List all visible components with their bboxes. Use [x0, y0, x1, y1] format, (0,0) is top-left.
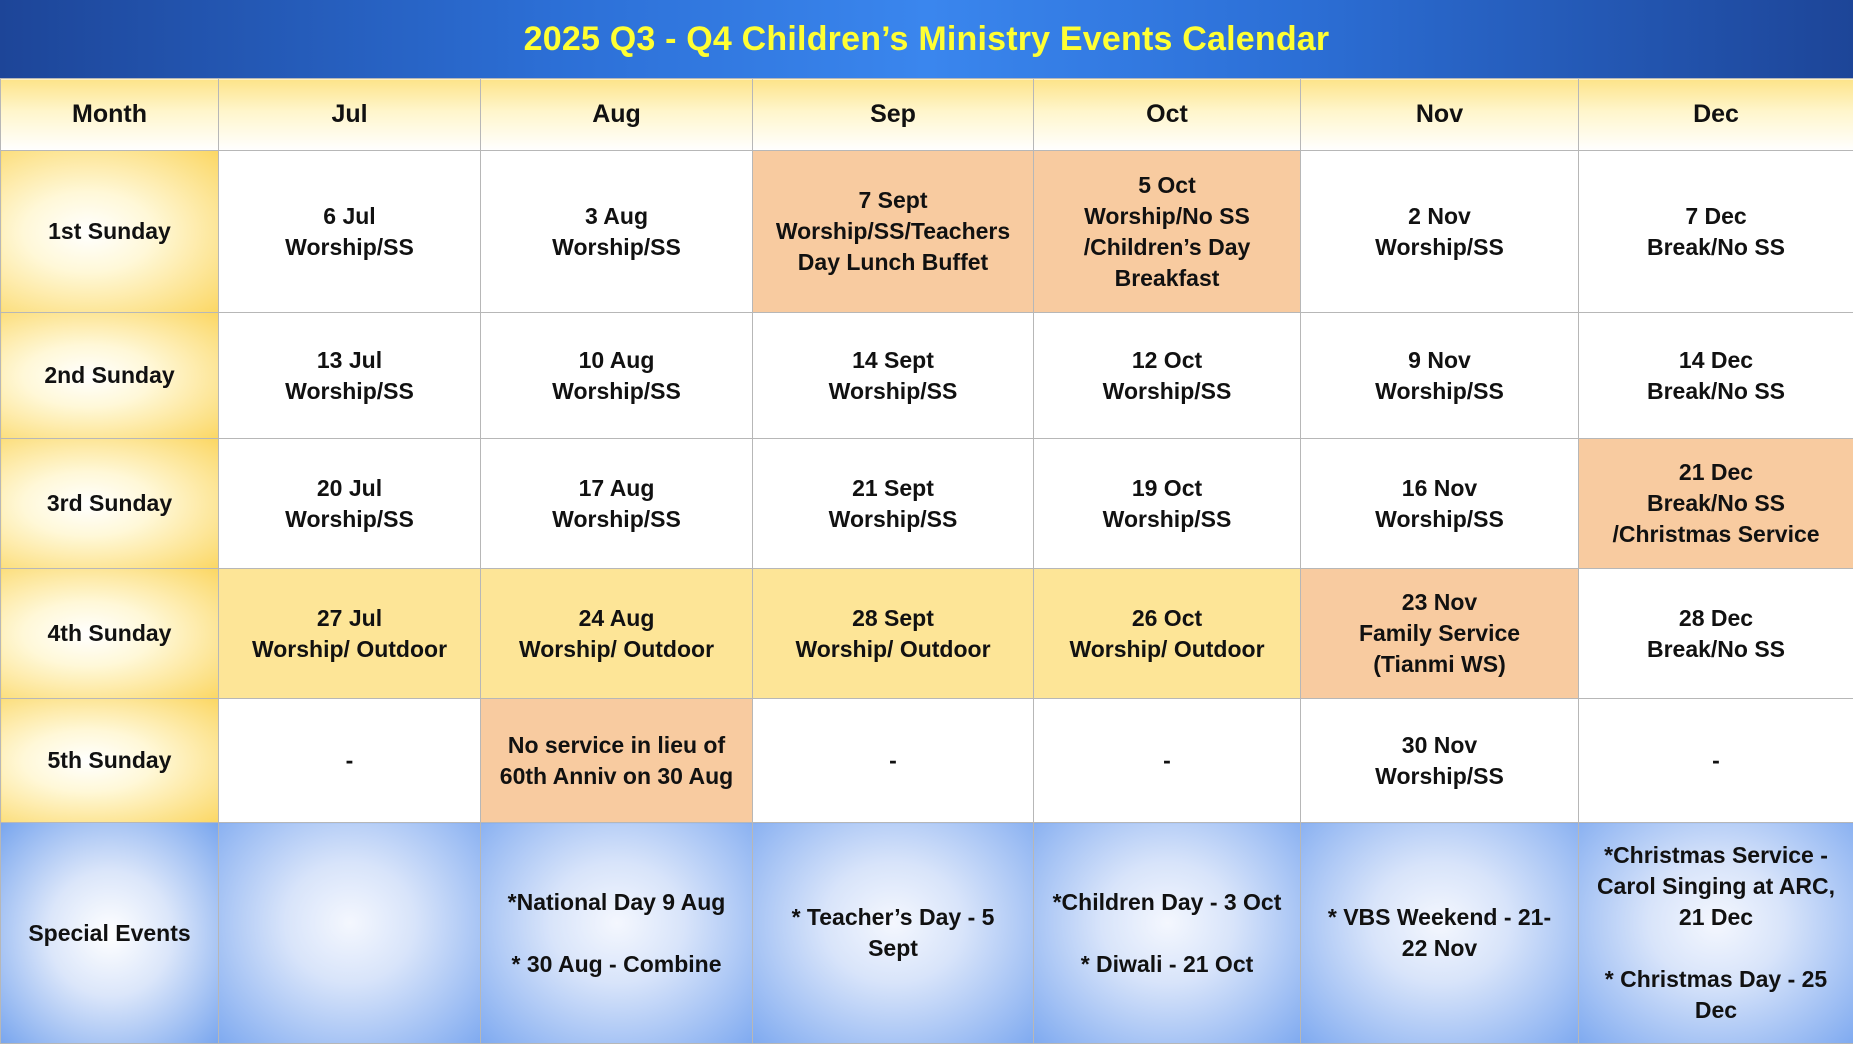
row-label: 3rd Sunday: [1, 439, 219, 569]
calendar-table: [0, 78, 1853, 1044]
special-events-nov: * VBS Weekend - 21- 22 Nov: [1301, 823, 1579, 1044]
event-cell: 17 Aug Worship/SS: [481, 439, 753, 569]
event-cell: 14 Dec Break/No SS: [1579, 313, 1853, 439]
row-label: 5th Sunday: [1, 699, 219, 823]
event-cell: 20 Jul Worship/SS: [219, 439, 481, 569]
event-cell: 3 Aug Worship/SS: [481, 151, 753, 313]
event-cell: 9 Nov Worship/SS: [1301, 313, 1579, 439]
month-header-row: [1, 79, 1853, 151]
event-cell: 26 Oct Worship/ Outdoor: [1034, 569, 1301, 699]
event-cell: 10 Aug Worship/SS: [481, 313, 753, 439]
event-cell: 24 Aug Worship/ Outdoor: [481, 569, 753, 699]
event-cell: 6 Jul Worship/SS: [219, 151, 481, 313]
event-cell: 12 Oct Worship/SS: [1034, 313, 1301, 439]
special-events-dec: *Christmas Service - Carol Singing at ARC, 21 Dec * Christmas Day - 25 Dec: [1579, 823, 1853, 1044]
month-header-aug: Aug: [481, 79, 753, 151]
sunday-row-3: [1, 439, 1853, 569]
event-cell: 16 Nov Worship/SS: [1301, 439, 1579, 569]
month-header-sep: Sep: [753, 79, 1034, 151]
special-events-label: Special Events: [1, 823, 219, 1044]
event-cell: 28 Dec Break/No SS: [1579, 569, 1853, 699]
special-events-oct: *Children Day - 3 Oct * Diwali - 21 Oct: [1034, 823, 1301, 1044]
event-cell: 19 Oct Worship/SS: [1034, 439, 1301, 569]
event-cell: No service in lieu of 60th Anniv on 30 Aug: [481, 699, 753, 823]
event-cell: -: [219, 699, 481, 823]
event-cell: 7 Sept Worship/SS/Teachers Day Lunch Buffet: [753, 151, 1034, 313]
event-cell: 2 Nov Worship/SS: [1301, 151, 1579, 313]
row-label: 1st Sunday: [1, 151, 219, 313]
event-cell: 21 Sept Worship/SS: [753, 439, 1034, 569]
month-header-nov: Nov: [1301, 79, 1579, 151]
row-label: 4th Sunday: [1, 569, 219, 699]
event-cell: -: [753, 699, 1034, 823]
sunday-row-1: [1, 151, 1853, 313]
event-cell: 23 Nov Family Service (Tianmi WS): [1301, 569, 1579, 699]
month-header-label: Month: [1, 79, 219, 151]
sunday-row-5: [1, 699, 1853, 823]
sunday-row-4: [1, 569, 1853, 699]
special-events-aug: *National Day 9 Aug * 30 Aug - Combine: [481, 823, 753, 1044]
special-events-sep: * Teacher’s Day - 5 Sept: [753, 823, 1034, 1044]
event-cell: 30 Nov Worship/SS: [1301, 699, 1579, 823]
event-cell: 7 Dec Break/No SS: [1579, 151, 1853, 313]
month-header-jul: Jul: [219, 79, 481, 151]
event-cell: 5 Oct Worship/No SS /Children’s Day Breakfast: [1034, 151, 1301, 313]
special-events-jul: [219, 823, 481, 1044]
event-cell: 14 Sept Worship/SS: [753, 313, 1034, 439]
event-cell: 21 Dec Break/No SS /Christmas Service: [1579, 439, 1853, 569]
row-label: 2nd Sunday: [1, 313, 219, 439]
calendar-title: 2025 Q3 - Q4 Children’s Ministry Events Calendar: [0, 0, 1853, 78]
month-header-oct: Oct: [1034, 79, 1301, 151]
event-cell: 28 Sept Worship/ Outdoor: [753, 569, 1034, 699]
event-cell: -: [1579, 699, 1853, 823]
sunday-row-2: [1, 313, 1853, 439]
event-cell: -: [1034, 699, 1301, 823]
event-cell: 13 Jul Worship/SS: [219, 313, 481, 439]
month-header-dec: Dec: [1579, 79, 1853, 151]
event-cell: 27 Jul Worship/ Outdoor: [219, 569, 481, 699]
special-events-row: [1, 823, 1853, 1044]
